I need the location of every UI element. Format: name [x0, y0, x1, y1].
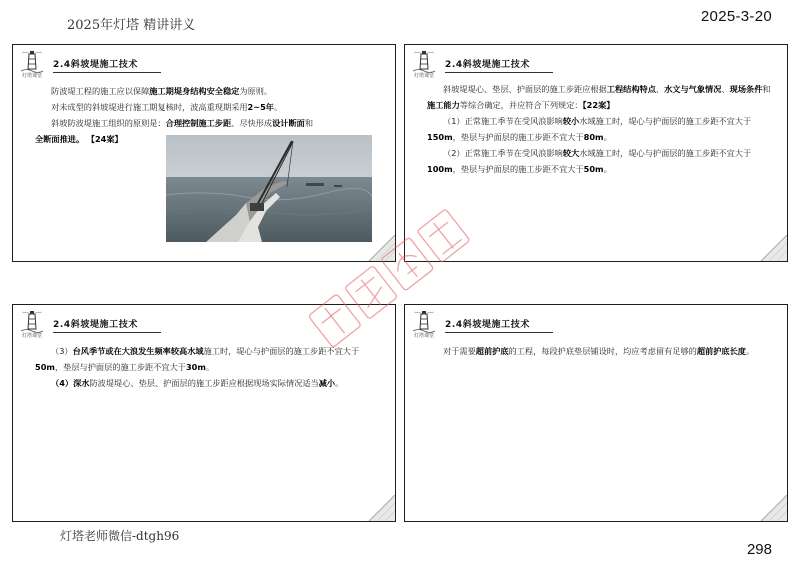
slide-3	[12, 304, 396, 522]
slide-4	[404, 304, 788, 522]
slide-2	[404, 44, 788, 262]
paragraph: （4）深水防波堤堤心、垫层、护面层的施工步距应根据现场实际情况适当减小。	[51, 378, 344, 388]
paragraph: 斜坡防波堤施工组织的原则是：合理控制施工步距、尽快形成设计断面和	[51, 118, 314, 128]
footer-contact: 灯塔老师微信-dtgh96	[60, 529, 180, 543]
lighthouse-logo-icon	[411, 309, 437, 341]
logo-caption: 灯塔课堂	[21, 73, 42, 79]
slide-title: 2.4斜坡堤施工技术	[445, 320, 530, 330]
lighthouse-logo-icon	[19, 49, 45, 81]
title-underline	[445, 72, 553, 73]
page-curl-icon	[761, 235, 787, 261]
slide-1	[12, 44, 396, 262]
title-underline	[53, 72, 161, 73]
logo-caption: 灯塔课堂	[21, 333, 42, 339]
document-date: 2025-3-20	[700, 8, 772, 25]
paragraph: 对未成型的斜坡堤进行施工期复核时，波高重现期采用2~5年。	[51, 102, 283, 112]
lighthouse-logo-icon	[19, 309, 45, 341]
page-number: 298	[746, 541, 772, 558]
slide-title: 2.4斜坡堤施工技术	[445, 60, 530, 70]
paragraph: 对于需要超前护底的工程，每段护底垫层铺设时，均应考虑留有足够的超前护底长度。	[443, 346, 755, 356]
paragraph: （1）正常施工季节在受风浪影响较小水域施工时，堤心与护面层的施工步距不宜大于150m，垫层与护面层的施工步距不宜大于80m。	[427, 116, 752, 142]
breakwater-construction-photo	[166, 135, 372, 242]
slide-title: 2.4斜坡堤施工技术	[53, 60, 138, 70]
title-underline	[53, 332, 161, 333]
document-header-title: 2025年灯塔 精讲讲义	[67, 18, 196, 33]
paragraph: 斜坡堤堤心、垫层、护面层的施工步距应根据工程结构特点、水文与气象情况、现场条件和施工能力等综合确定，并应符合下列规定：【22案】	[427, 84, 771, 110]
lighthouse-logo-icon	[411, 49, 437, 81]
paragraph: （3）台风季节或在大浪发生频率较高水域施工时，堤心与护面层的施工步距不宜大于50m，垫层与护面层的施工步距不宜大于30m。	[35, 346, 360, 372]
slide-body	[35, 343, 379, 391]
page-curl-icon	[369, 495, 395, 521]
paragraph: （2）正常施工季节在受风浪影响较大水域施工时，堤心与护面层的施工步距不宜大于100m，垫层与护面层的施工步距不宜大于50m。	[427, 148, 752, 174]
page-curl-icon	[369, 235, 395, 261]
logo-caption: 灯塔课堂	[413, 333, 434, 339]
slide-title: 2.4斜坡堤施工技术	[53, 320, 138, 330]
title-underline	[445, 332, 553, 333]
logo-caption: 灯塔课堂	[413, 73, 434, 79]
paragraph: 防波堤工程的施工应以保障施工期堤身结构安全稳定为原则。	[51, 86, 273, 96]
slide-body	[427, 343, 773, 359]
paragraph-continued: 全断面推进。 【24案】	[35, 134, 123, 144]
slide-body	[427, 81, 773, 177]
page-curl-icon	[761, 495, 787, 521]
